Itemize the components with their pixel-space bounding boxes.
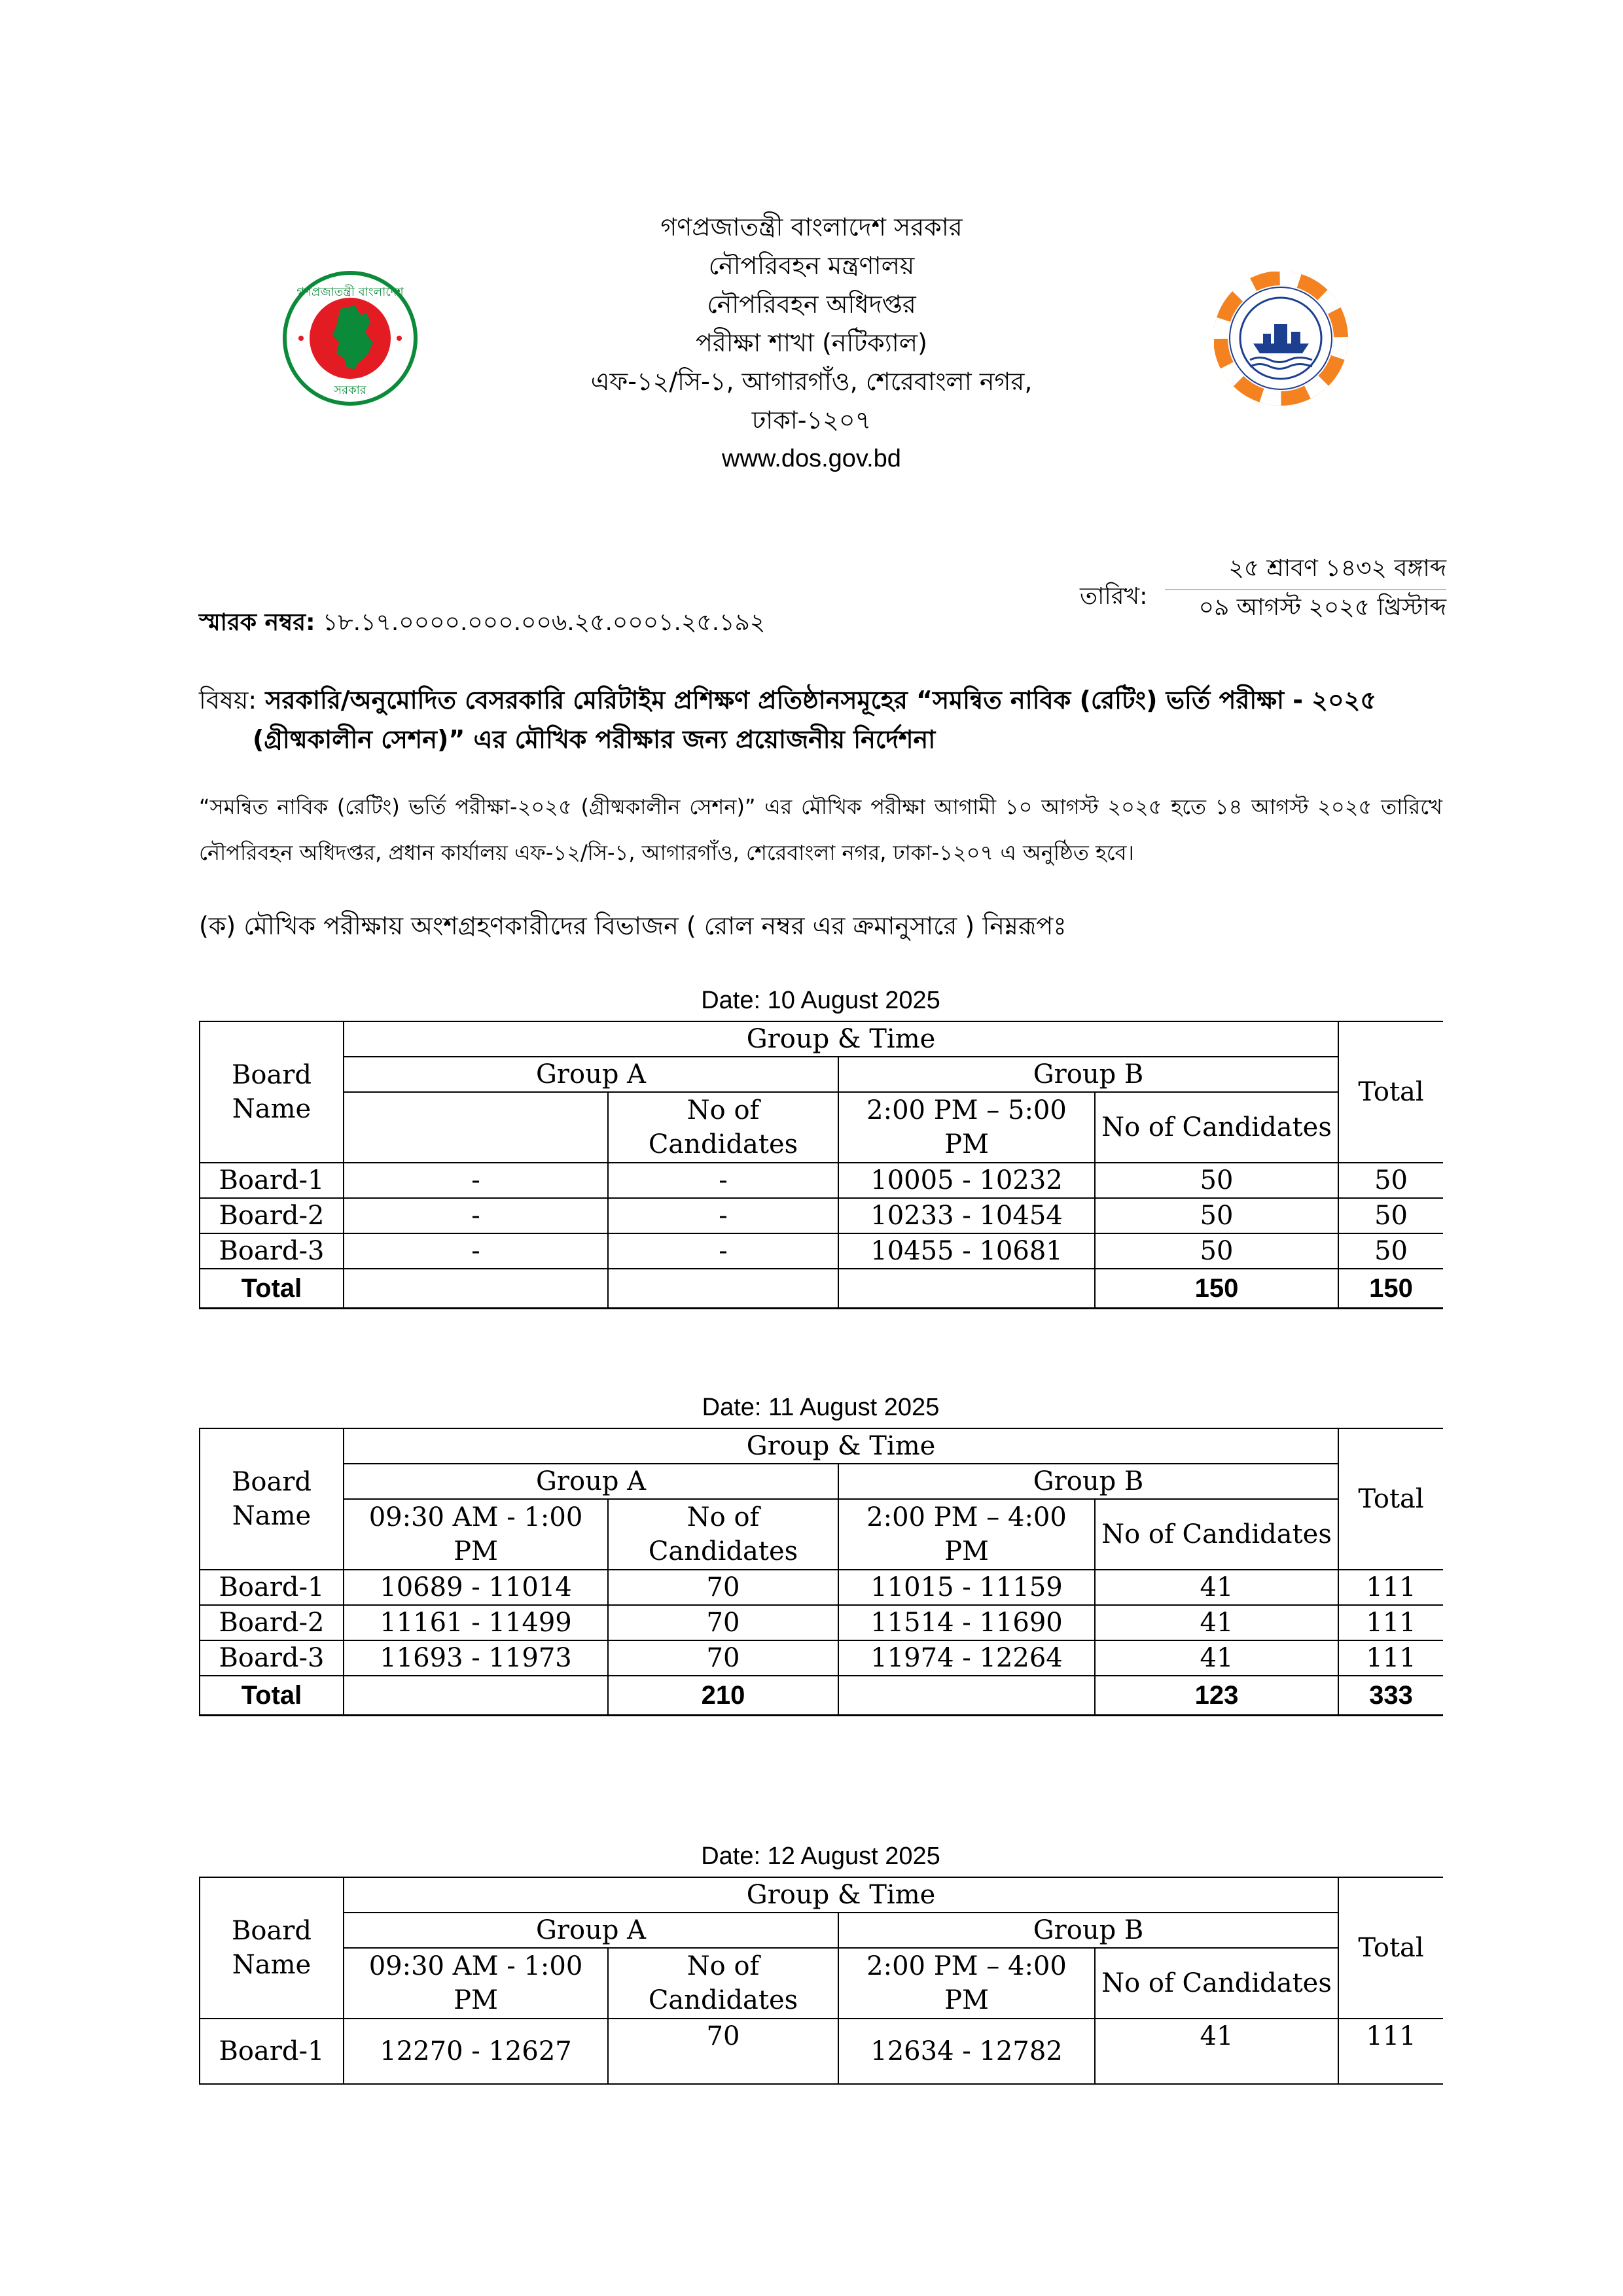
- total-header: Total: [1338, 1021, 1443, 1163]
- group-b-range-cell: 11974 - 12264: [838, 1640, 1095, 1676]
- section-heading: (ক) মৌখিক পরীক্ষায় অংশগ্রহণকারীদের বিভাজন ( রোল নম্বর এর ক্রমানুসারে ) নিম্নরূপঃ: [199, 911, 1067, 940]
- schedule-table-11-august: [199, 1428, 1443, 1716]
- header-line-department: নৌপরিবহন অধিদপ্তর: [707, 290, 916, 319]
- group-a-count-cell: 70: [608, 1605, 838, 1640]
- group-a-count-cell: -: [608, 1198, 838, 1233]
- total-row-grand: 150: [1338, 1269, 1443, 1308]
- total-header: Total: [1338, 1428, 1443, 1570]
- total-row-a-range: [344, 1269, 608, 1308]
- total-cell: 50: [1338, 1233, 1443, 1269]
- date-block: [1080, 551, 1446, 636]
- group-b-count-cell: 50: [1095, 1163, 1338, 1198]
- board-name-header: Board Name: [200, 1877, 344, 2019]
- total-row-a-count: 210: [608, 1676, 838, 1715]
- table-1-caption: Date: 10 August 2025: [701, 987, 940, 1014]
- table-row: [200, 1198, 1443, 1233]
- memo-label: স্মারক নম্বর:: [199, 609, 315, 636]
- date-gregorian: ০৯ আগস্ট ২০২৫ খ্রিস্টাব্দ: [1198, 594, 1446, 621]
- header-line-website: www.dos.gov.bd: [722, 445, 901, 472]
- total-row-grand: 333: [1338, 1676, 1443, 1715]
- group-a-header: Group A: [344, 1057, 838, 1092]
- total-cell: 50: [1338, 1163, 1443, 1198]
- subject-block: [199, 680, 1442, 759]
- total-row-a-count: [608, 1269, 838, 1308]
- group-a-range-cell: 11161 - 11499: [344, 1605, 608, 1640]
- subject-line-2: (গ্রীষ্মকালীন সেশন)” এর মৌখিক পরীক্ষার জন্য প্রয়োজনীয় নির্দেশনা: [253, 725, 936, 754]
- group-a-count-cell: -: [608, 1233, 838, 1269]
- total-header: Total: [1338, 1877, 1443, 2019]
- group-b-header: Group B: [838, 1464, 1338, 1499]
- total-row-b-count: 150: [1095, 1269, 1338, 1308]
- total-row-b-range: [838, 1269, 1095, 1308]
- group-b-count-cell: 50: [1095, 1198, 1338, 1233]
- total-row: [200, 1269, 1443, 1308]
- header-line-ministry: নৌপরিবহন মন্ত্রণালয়: [708, 251, 915, 280]
- board-cell: Board-2: [200, 1605, 344, 1640]
- total-row-b-range: [838, 1676, 1095, 1715]
- group-time-header: Group & Time: [344, 1428, 1338, 1464]
- board-cell: Board-2: [200, 1198, 344, 1233]
- header-line-section: পরীক্ষা শাখা (নটিক্যাল): [696, 328, 927, 357]
- board-cell: Board-3: [200, 1233, 344, 1269]
- group-a-candidates-header: No of Candidates: [608, 1499, 838, 1570]
- group-a-count-cell: -: [608, 1163, 838, 1198]
- board-cell: Board-3: [200, 1640, 344, 1676]
- table-row: [200, 1570, 1443, 1605]
- group-a-range-cell: -: [344, 1198, 608, 1233]
- group-a-count-cell: 70: [608, 2019, 838, 2084]
- group-b-range-cell: 12634 - 12782: [838, 2019, 1095, 2084]
- group-a-range-cell: 11693 - 11973: [344, 1640, 608, 1676]
- office-header: [497, 208, 1126, 478]
- group-a-count-cell: 70: [608, 1570, 838, 1605]
- group-b-time: 2:00 PM – 4:00 PM: [838, 1948, 1095, 2019]
- notice-paragraph: [199, 784, 1442, 875]
- group-b-count-cell: 41: [1095, 2019, 1338, 2084]
- group-b-header: Group B: [838, 1057, 1338, 1092]
- group-b-candidates-header: No of Candidates: [1095, 1499, 1338, 1570]
- date-label: তারিখ:: [1080, 583, 1148, 610]
- header-line-address: এফ-১২/সি-১, আগারগাঁও, শেরেবাংলা নগর,: [590, 367, 1033, 396]
- total-cell: 111: [1338, 1640, 1443, 1676]
- group-b-header: Group B: [838, 1913, 1338, 1948]
- group-b-range-cell: 10455 - 10681: [838, 1233, 1095, 1269]
- board-name-header: Board Name: [200, 1428, 344, 1570]
- board-cell: Board-1: [200, 2019, 344, 2084]
- total-row-label: Total: [200, 1676, 344, 1715]
- paragraph-line-2: নৌপরিবহন অধিদপ্তর, প্রধান কার্যালয় এফ-১২/সি-১, আগারগাঁও, শেরেবাংলা নগর, ঢাকা-১২০৭ এ অনুষ্ঠিত হবে।: [199, 840, 1134, 865]
- group-a-time: [344, 1092, 608, 1163]
- group-a-range-cell: -: [344, 1163, 608, 1198]
- subject-label: বিষয়:: [199, 686, 257, 715]
- table-row: [200, 1163, 1443, 1198]
- government-seal-emblem: [281, 270, 419, 407]
- seal-text-top: গণপ্রজাতন্ত্রী বাংলাদেশ: [296, 285, 404, 299]
- group-b-candidates-header: No of Candidates: [1095, 1092, 1338, 1163]
- department-of-shipping-logo-icon: [1214, 272, 1348, 406]
- total-cell: 111: [1338, 2019, 1443, 2084]
- table-3-caption: Date: 12 August 2025: [701, 1843, 940, 1870]
- table-row: [200, 1233, 1443, 1269]
- group-b-count-cell: 50: [1095, 1233, 1338, 1269]
- schedule-table-12-august: [199, 1877, 1443, 2085]
- board-cell: Board-1: [200, 1163, 344, 1198]
- group-b-range-cell: 11015 - 11159: [838, 1570, 1095, 1605]
- board-cell: Board-1: [200, 1570, 344, 1605]
- group-a-range-cell: 10689 - 11014: [344, 1570, 608, 1605]
- total-cell: 50: [1338, 1198, 1443, 1233]
- total-cell: 111: [1338, 1570, 1443, 1605]
- group-b-time: 2:00 PM – 5:00 PM: [838, 1092, 1095, 1163]
- header-line-government: গণপ্রজাতন্ত্রী বাংলাদেশ সরকার: [660, 213, 963, 241]
- group-b-range-cell: 11514 - 11690: [838, 1605, 1095, 1640]
- seal-text-bottom: সরকার: [334, 383, 366, 397]
- group-b-range-cell: 10233 - 10454: [838, 1198, 1095, 1233]
- table-row: [200, 1640, 1443, 1676]
- group-b-candidates-header: No of Candidates: [1095, 1948, 1338, 2019]
- group-a-time: 09:30 AM - 1:00 PM: [344, 1948, 608, 2019]
- table-2-caption: Date: 11 August 2025: [702, 1394, 940, 1421]
- memo-number-line: [199, 605, 765, 644]
- group-a-count-cell: 70: [608, 1640, 838, 1676]
- group-a-header: Group A: [344, 1464, 838, 1499]
- group-a-header: Group A: [344, 1913, 838, 1948]
- group-b-count-cell: 41: [1095, 1570, 1338, 1605]
- group-b-count-cell: 41: [1095, 1605, 1338, 1640]
- group-b-time: 2:00 PM – 4:00 PM: [838, 1499, 1095, 1570]
- total-row-label: Total: [200, 1269, 344, 1308]
- group-b-count-cell: 41: [1095, 1640, 1338, 1676]
- group-a-time: 09:30 AM - 1:00 PM: [344, 1499, 608, 1570]
- group-a-range-cell: -: [344, 1233, 608, 1269]
- group-time-header: Group & Time: [344, 1877, 1338, 1913]
- total-row-b-count: 123: [1095, 1676, 1338, 1715]
- group-time-header: Group & Time: [344, 1021, 1338, 1057]
- group-a-candidates-header: No of Candidates: [608, 1092, 838, 1163]
- board-name-header: Board Name: [200, 1021, 344, 1163]
- subject-line-1: সরকারি/অনুমোদিত বেসরকারি মেরিটাইম প্রশিক্ষণ প্রতিষ্ঠানসমূহের “সমন্বিত নাবিক (রেটিং) ভর্তি পরীক্ষা - ২০২৫: [265, 686, 1377, 715]
- table-row: [200, 2019, 1443, 2084]
- schedule-table-10-august: [199, 1021, 1443, 1309]
- group-a-range-cell: 12270 - 12627: [344, 2019, 608, 2084]
- total-row-a-range: [344, 1676, 608, 1715]
- group-a-candidates-header: No of Candidates: [608, 1948, 838, 2019]
- date-bangla: ২৫ শ্রাবণ ১৪৩২ বঙ্গাব্দ: [1165, 551, 1446, 590]
- total-cell: 111: [1338, 1605, 1443, 1640]
- paragraph-line-1: “সমন্বিত নাবিক (রেটিং) ভর্তি পরীক্ষা-২০২৫ (গ্রীষ্মকালীন সেশন)” এর মৌখিক পরীক্ষা আগামী ১০ আগস্ট ২০২৫ হতে ১৪ আগস্ট ২০২৫ তারিখে: [199, 794, 1442, 819]
- memo-number: ১৮.১৭.০০০০.০০০.০০৬.২৫.০০০১.২৫.১৯২: [322, 609, 766, 636]
- group-b-range-cell: 10005 - 10232: [838, 1163, 1095, 1198]
- table-row: [200, 1605, 1443, 1640]
- header-line-city: ঢাকা-১২০৭: [751, 406, 872, 434]
- total-row: [200, 1676, 1443, 1715]
